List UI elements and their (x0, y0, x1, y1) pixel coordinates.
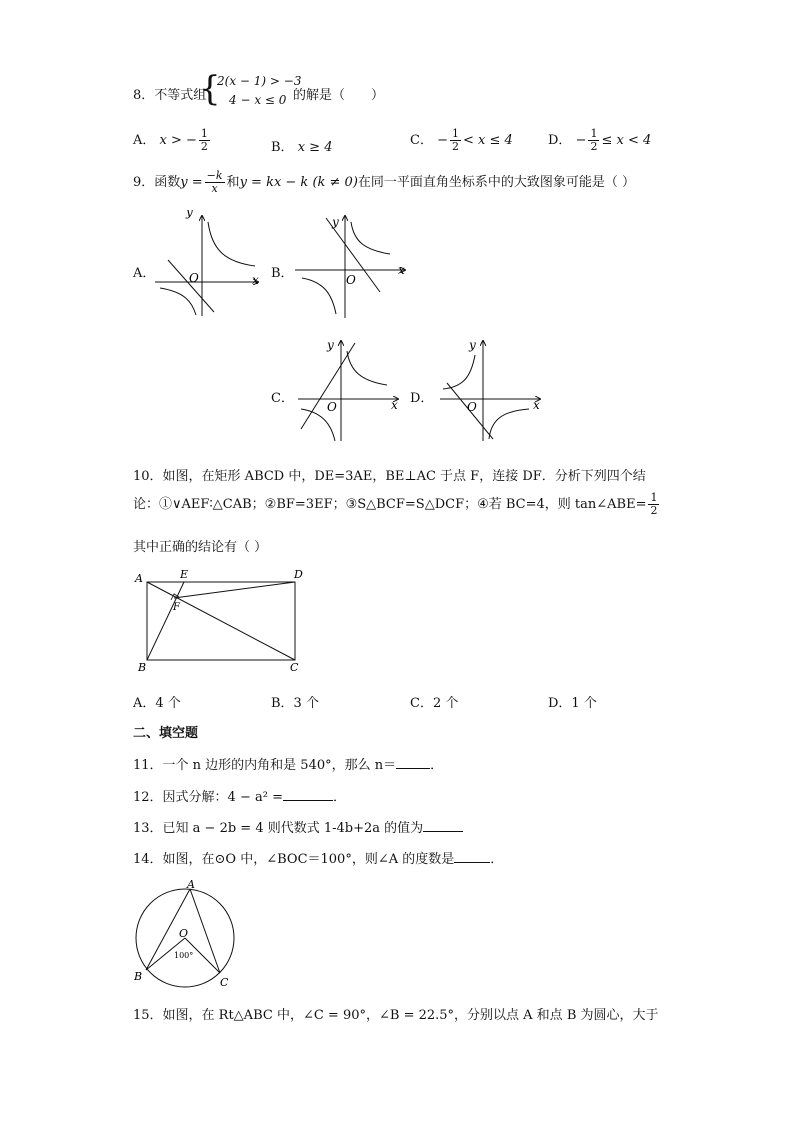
q14-text: 14．如图，在⊙O 中，∠BOC＝100°，则∠A 的度数是 (133, 852, 455, 867)
q11-period: ． (430, 758, 444, 773)
hyperbola-lower (302, 278, 336, 314)
q10-line2 (133, 492, 661, 517)
section-fill-in-title: 二、填空题 (133, 726, 199, 741)
y-label: y (327, 338, 334, 352)
x-label: x (398, 263, 405, 277)
point-a: A (187, 878, 195, 891)
y-label: y (332, 215, 339, 229)
q8-option-c-label: C． (410, 133, 433, 148)
origin-label: O (467, 400, 477, 414)
q10-line1: 10．如图，在矩形 ABCD 中，DE=3AE，BE⊥AC 于点 F，连接 DF．分析下列四个结 (133, 469, 646, 484)
q10-line3: 其中正确的结论有（ ） (133, 540, 268, 555)
q10-figure (130, 565, 315, 677)
q9-option-b-label[interactable]: B． (271, 266, 294, 281)
q9-stem (133, 170, 635, 195)
q13 (133, 817, 463, 836)
q10-conclusions: 论：①∨AEF∶△CAB；②BF=3EF；③S△BCF=S△DCF；④若 BC=4，则 tan∠ABE= (133, 497, 647, 512)
origin-label: O (189, 271, 199, 285)
q11 (133, 754, 443, 773)
angle-label: 100° (174, 951, 194, 960)
point-c: C (290, 661, 299, 674)
q8-option-d-label: D． (548, 133, 572, 148)
hyperbola-lower (489, 409, 529, 439)
segment-df (174, 582, 295, 598)
q9-option-d-label[interactable]: D． (410, 391, 434, 406)
q8-option-c-text: < x ≤ 4 (463, 133, 513, 148)
point-a: A (135, 572, 143, 585)
q9-graph-b (290, 212, 410, 322)
q9-prefix: 9．函数 (133, 175, 181, 190)
q8-suffix: 的解是（ ） (293, 88, 385, 103)
q11-text: 11．一个 n 边形的内角和是 540°，那么 n＝ (133, 758, 397, 773)
q9-and: 和 (226, 175, 240, 190)
hyperbola-upper (208, 222, 255, 266)
q12-text: 12．因式分解：4 − a² = (133, 790, 283, 805)
origin-label: O (327, 400, 337, 414)
y-label: y (186, 210, 193, 219)
hyperbola-upper (351, 222, 390, 254)
point-b: B (134, 970, 143, 983)
hyperbola-upper (347, 351, 387, 385)
q8-option-a-frac: $\frac{1}{2}$ (200, 127, 208, 153)
q8-prefix: 8．不等式组 (133, 88, 207, 103)
x-label: x (252, 273, 259, 287)
q12-blank[interactable] (283, 800, 333, 801)
q9-option-c-label[interactable]: C． (271, 391, 294, 406)
q12-period: ． (332, 790, 346, 805)
q8-option-b-text: x ≥ 4 (297, 140, 333, 155)
q13-blank[interactable] (423, 831, 463, 832)
q8-option-a[interactable] (133, 128, 212, 153)
q15: 15．如图，在 Rt△ABC 中，∠C = 90°，∠B = 22.5°，分别以点 A 和点 B 为圆心，大于 (133, 1008, 659, 1023)
line (301, 343, 355, 429)
q14-blank[interactable] (454, 862, 490, 863)
q9-graph-d (435, 337, 545, 447)
point-o: O (179, 927, 189, 940)
q8-option-b[interactable] (271, 136, 332, 155)
x-label: x (533, 398, 540, 412)
q12 (133, 786, 346, 805)
point-e: E (180, 568, 189, 581)
q14-period: ． (490, 852, 504, 867)
q13-text: 13．已知 a − 2b = 4 则代数式 1-4b+2a 的值为 (133, 821, 424, 836)
origin-label: O (346, 273, 356, 287)
y-label: y (469, 338, 476, 352)
q8-option-d-minus: − (575, 133, 587, 148)
q9-f2: y = kx − k (k ≠ 0) (239, 175, 358, 190)
q9-option-a-label[interactable]: A． (133, 266, 156, 281)
q8-option-d-text: ≤ x < 4 (601, 133, 652, 148)
point-d: D (294, 568, 303, 581)
q10-option-d[interactable]: D．1 个 (548, 696, 597, 711)
hyperbola-lower (160, 288, 196, 315)
q9-graph-c (293, 337, 403, 447)
q8-option-d[interactable] (548, 128, 651, 153)
q8-option-c-frac: $\frac{1}{2}$ (452, 127, 459, 153)
q8-ineq1: 2(x − 1) > −3 (217, 74, 302, 88)
q8-option-b-label: B． (271, 140, 294, 155)
q8-option-a-label: A． (133, 133, 156, 148)
q14 (133, 848, 503, 867)
x-label: x (391, 398, 398, 412)
q14-figure (130, 876, 245, 994)
q8-option-d-frac: $\frac{1}{2}$ (590, 127, 598, 153)
q8-brace: { (199, 69, 221, 109)
chord-ac (190, 889, 220, 973)
q9-f1-frac: $\frac{-k}{x}$ (206, 169, 223, 195)
point-c: C (220, 976, 229, 989)
q9-f1-lhs: y = (180, 175, 203, 190)
point-f: F (173, 602, 180, 613)
segment-be (147, 582, 184, 660)
q8-option-c[interactable] (410, 128, 513, 153)
q8-ineq2: 4 − x ≤ 0 (229, 93, 287, 107)
q8-option-a-text: x > − (159, 133, 197, 148)
q10-option-c[interactable]: C．2 个 (410, 696, 459, 711)
q9-suffix: 在同一平面直角坐标系中的大致图象可能是（ ） (357, 175, 636, 190)
diagonal-ac (147, 582, 295, 660)
q10-option-b[interactable]: B．3 个 (271, 696, 319, 711)
point-b: B (138, 661, 147, 674)
q11-blank[interactable] (396, 768, 430, 769)
q9-graph-a (150, 210, 265, 320)
q10-frac: $\frac{1}{2}$ (650, 491, 658, 517)
q10-option-a[interactable]: A．4 个 (133, 696, 181, 711)
q8-option-c-minus: − (437, 133, 448, 148)
